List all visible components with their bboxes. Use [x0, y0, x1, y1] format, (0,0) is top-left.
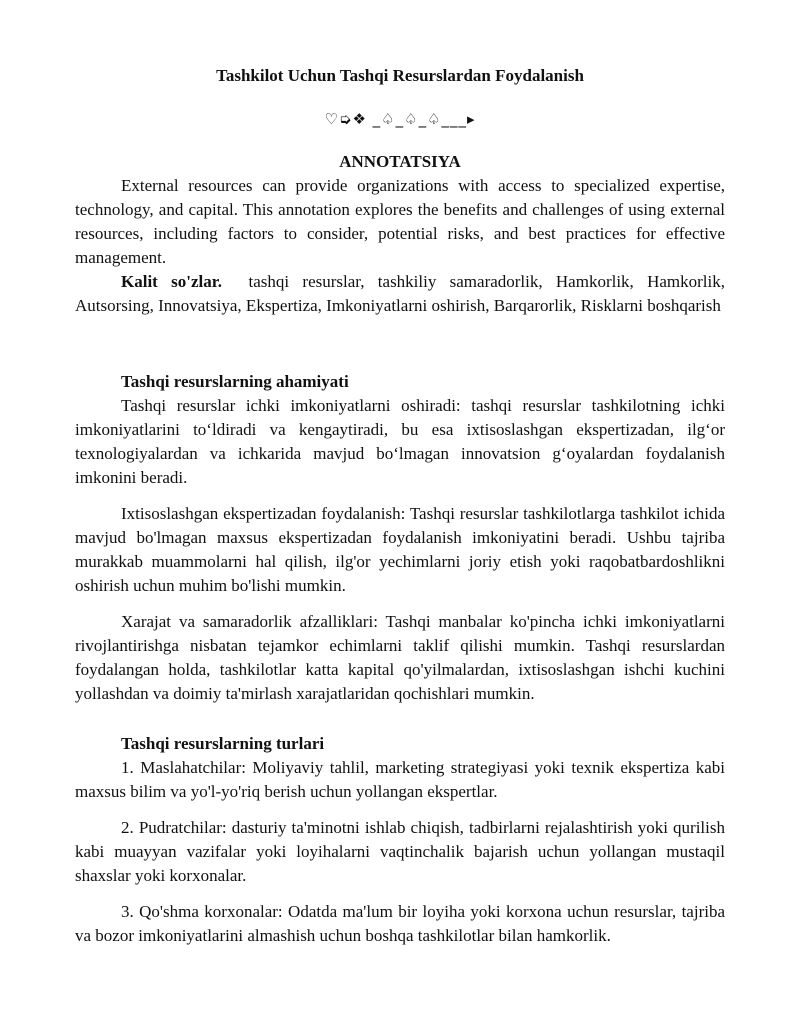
keywords-label: Kalit so'zlar.: [121, 272, 222, 291]
section-heading-types: Tashqi resurslarning turlari: [121, 734, 325, 753]
keywords-list: tashqi resurslar, tashkiliy samaradorlik, Hamkorlik, Hamkorlik, Autsorsing, Innovatsiya, Ekspertiza, Imkoniyatlarni oshirish, Barqarorlik, Risklarni boshqarish: [75, 272, 725, 315]
document-body: [75, 64, 725, 948]
annotation-heading: ANNOTATSIYA: [339, 152, 461, 171]
section2-paragraph: 1. Maslahatchilar: Moliyaviy tahlil, marketing strategiyasi yoki texnik ekspertiza kabi maxsus bilim va yo'l-yo'riq berish uchun yollangan ekspertlar.: [75, 758, 725, 801]
keywords-paragraph: [75, 270, 725, 318]
section-heading-importance: Tashqi resurslarning ahamiyati: [121, 372, 349, 391]
section1-paragraph: Xarajat va samaradorlik afzalliklari: Tashqi manbalar ko'pincha ichki imkoniyatlarni rivojlantirishga nisbatan tejamkor echimlarni taklif qilishi mumkin. Tashqi resurslardan foydalangan holda, tashkilotlar katta kapital qo'yilmalardan, ixtisoslashgan ishchi kuchini yollashdan va doimiy ta'mirlash xarajatlaridan qochishlari mumkin.: [75, 612, 725, 703]
document-title: Tashkilot Uchun Tashqi Resurslardan Foydalanish: [216, 66, 584, 85]
ornament-divider: ♡➭❖ _♤_♤_♤___▸: [324, 110, 476, 128]
section2-paragraph: 3. Qo'shma korxonalar: Odatda ma'lum bir loyiha yoki korxona uchun resurslar, tajriba va bozor imkoniyatlarini almashish uchun boshqa tashkilotlar bilan hamkorlik.: [75, 902, 725, 945]
section1-paragraph: Tashqi resurslar ichki imkoniyatlarni oshiradi: tashqi resurslar tashkilotning ichki imkoniyatlarini to‘ldiradi va kengaytiradi, bu esa ixtisoslashgan ekspertizadan, ilg‘or texnologiyalardan va ichkarida mavjud bo‘lmagan innovatsion g‘oyalardan foydalanish imkonini beradi.: [75, 396, 725, 487]
section2-paragraph: 2. Pudratchilar: dasturiy ta'minotni ishlab chiqish, tadbirlarni rejalashtirish yoki qurilish kabi muayyan vazifalar yoki loyihalarni vaqtinchalik bajarish uchun yollangan mustaqil shaxslar yoki korxonalar.: [75, 818, 725, 885]
section1-paragraph: Ixtisoslashgan ekspertizadan foydalanish: Tashqi resurslar tashkilotlarga tashkilot ichida mavjud bo'lmagan maxsus ekspertizadan foydalanish imkoniyatini beradi. Ushbu tajriba murakkab muammolarni hal qilish, ilg'or yechimlarni joriy etish yoki raqobatbardoshlikni oshirish uchun muhim bo'lishi mumkin.: [75, 504, 725, 595]
annotation-text: External resources can provide organizations with access to specialized expertise, technology, and capital. This annotation explores the benefits and challenges of using external resources, including factors to consider, potential risks, and best practices for effective management.: [75, 176, 725, 267]
